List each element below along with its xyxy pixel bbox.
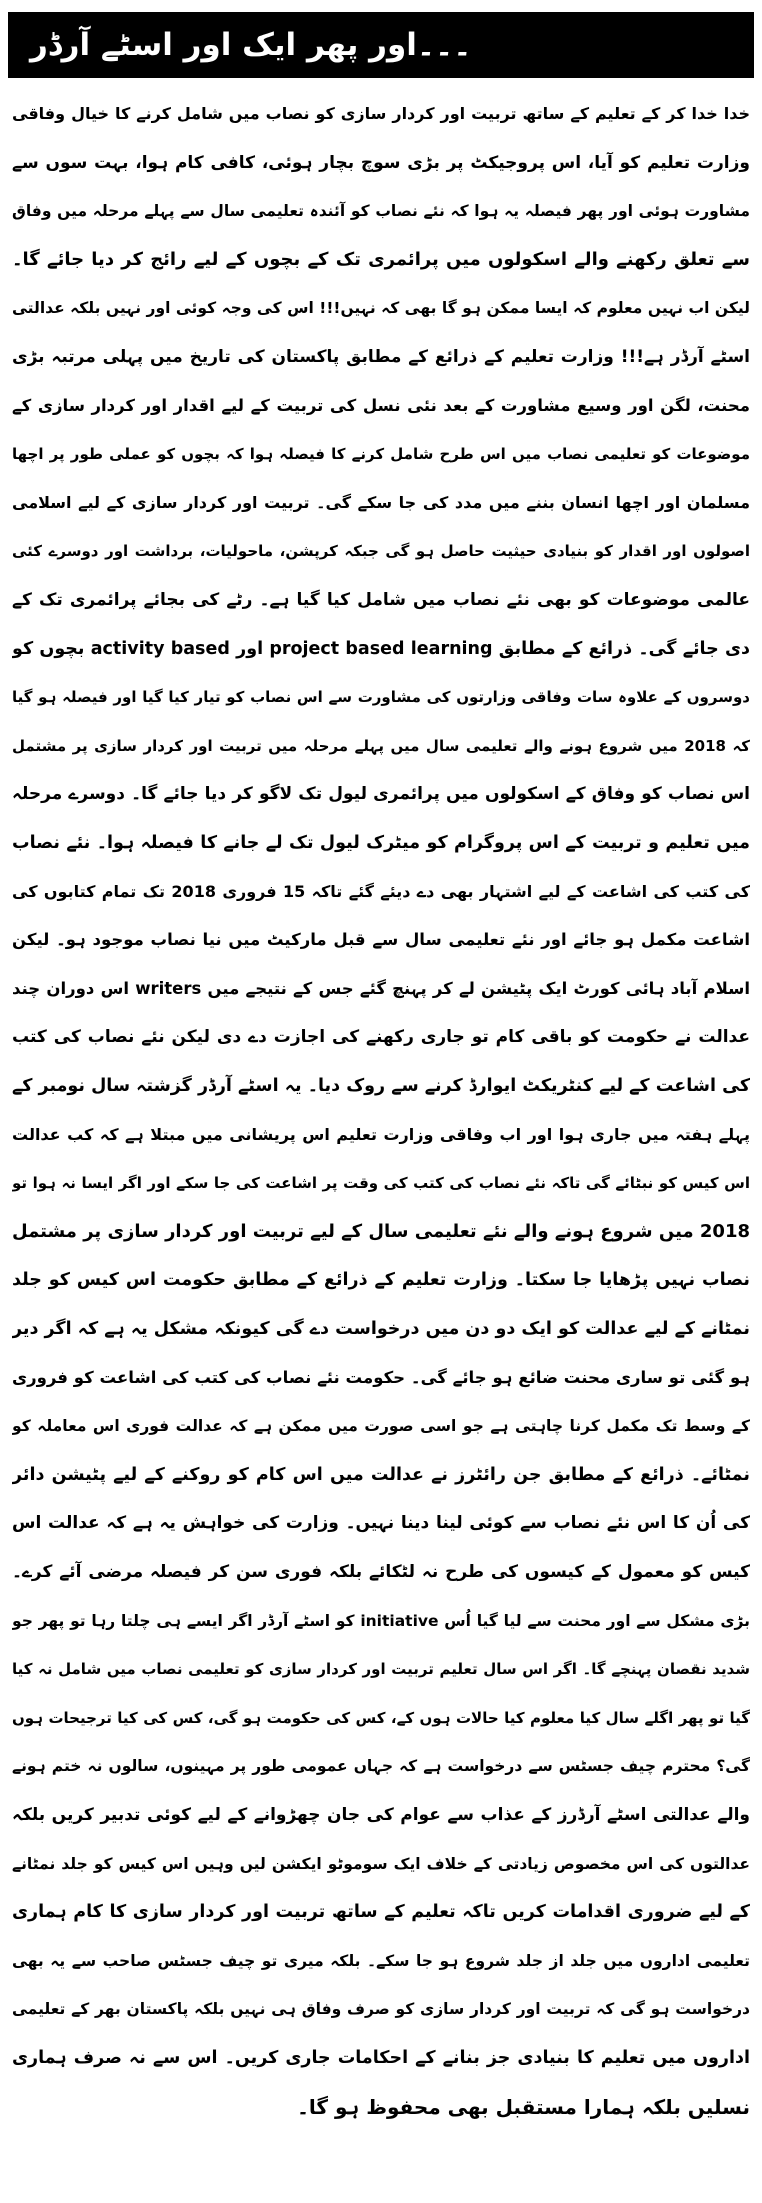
article-line: دوسروں کے علاوہ سات وفاقی وزارتوں کی مشاورت سے اس نصاب کو تیار کیا گیا اور فیصلہ ہو گیا [12,688,750,707]
article-line: گیا تو پھر اگلے سال کیا معلوم کیا حالات ہوں کے، کس کی حکومت ہو گی، کس کی کیا ترجیحات ہوں [12,1708,750,1727]
article-line: والے عدالتی اسٹے آرڈرز کے عذاب سے عوام کی جان چھڑوانے کے لیے کوئی تدبیر کریں بلکہ [12,1805,750,1825]
article-line: نمٹائے۔ ذرائع کے مطابق جن رائٹرز نے عدالت میں اس کام کو روکنے کے لیے پٹیشن دائر [12,1464,750,1485]
article-line: اس نصاب کو وفاق کے اسکولوں میں پرائمری لیول تک لاگو کر دیا جائے گا۔ دوسرے مرحلہ [12,784,750,805]
article-line: محنت، لگن اور وسیع مشاورت کے بعد نئی نسل کی تربیت کے لیے اقدار اور کردار سازی کے [12,395,750,415]
article-line: شدید نقصان پہنچے گا۔ اگر اس سال تعلیم تربیت اور کردار سازی کو تعلیمی نصاب میں شامل نہ کیا [12,1660,750,1679]
article-line: عالمی موضوعات کو بھی نئے نصاب میں شامل کیا گیا ہے۔ رٹے کی بجائے پرائمری تک کے [12,590,750,610]
article-line: کی کتب کی اشاعت کے لیے اشتہار بھی دے دیئے گئے تاکہ 15 فروری 2018 تک تمام کتابوں کی [12,881,750,901]
article-line: سے تعلق رکھنے والے اسکولوں میں پرائمری تک کے بچوں کے لیے رائج کر دیا جائے گا۔ [12,248,750,270]
article-line: کی اشاعت کے لیے کنٹریکٹ ایوارڈ کرنے سے روک دیا۔ یہ اسٹے آرڈر گزشتہ سال نومبر کے [12,1076,750,1096]
article-line: کہ 2018 میں شروع ہونے والے تعلیمی سال میں پہلے مرحلہ میں تربیت اور کردار سازی پر مشتمل [12,736,750,755]
article-line: دی جائے گی۔ ذرائع کے مطابق project based learning اور activity based بچوں کو [12,638,750,659]
article-line: اسٹے آرڈر ہے!!! وزارت تعلیم کے ذرائع کے مطابق پاکستان کی تاریخ میں پہلی مرتبہ بڑی [12,347,750,367]
article-line: مسلمان اور اچھا انسان بننے میں مدد کی جا سکے گی۔ تربیت اور کردار سازی کے لیے اسلامی [12,492,750,512]
article-line: میں تعلیم و تربیت کے اس پروگرام کو میٹرک لیول تک لے جانے کا فیصلہ ہوا۔ نئے نصاب [12,833,750,853]
article-line: 2018 میں شروع ہونے والے نئے تعلیمی سال کے لیے تربیت اور کردار سازی پر مشتمل [12,1220,750,1242]
article-line: کے لیے ضروری اقدامات کریں تاکہ تعلیم کے ساتھ تربیت اور کردار سازی کا کام ہماری [12,1902,750,1923]
article-line: خدا خدا کر کے تعلیم کے ساتھ تربیت اور کردار سازی کو نصاب میں شامل کرنے کا خیال وفاقی [12,104,750,123]
article-line: عدالتوں کی اس مخصوص زیادتی کے خلاف ایک سوموٹو ایکشن لیں وہیں اس کیس کو جلد نمٹانے [12,1854,750,1873]
article-line: نسلیں بلکہ ہمارا مستقبل بھی محفوظ ہو گا۔ [297,2094,750,2119]
article-line: نصاب نہیں پڑھایا جا سکتا۔ وزارت تعلیم کے ذرائع کے مطابق حکومت اس کیس کو جلد [12,1270,750,1291]
article-line: موضوعات کو تعلیمی نصاب میں اس طرح شامل کرنے کا فیصلہ ہوا کہ بچوں کو عملی طور پر اچھا [12,445,750,464]
column-title-bar [8,12,754,78]
article-line: ہو گئی تو ساری محنت ضائع ہو جائے گی۔ حکومت نئے نصاب کی کتب کی اشاعت کو فروری [12,1367,750,1387]
column-title: ۔۔۔اور پھر ایک اور اسٹے آرڈر [30,27,472,63]
article-line: اداروں میں تعلیم کا بنیادی جز بنانے کے احکامات جاری کریں۔ اس سے نہ صرف ہماری [12,2048,750,2068]
article-line: اصولوں اور اقدار کو بنیادی حیثیت حاصل ہو گی جبکہ کرپشن، ماحولیات، برداشت اور دوسرے کئی [12,542,750,561]
article-line: کیس کو معمول کے کیسوں کی طرح نہ لٹکائے بلکہ فوری سن کر فیصلہ مرضی آئے کرے۔ [12,1562,750,1582]
article-line: اس کیس کو نبٹائے گی تاکہ نئے نصاب کی کتب کی وقت پر اشاعت کی جا سکے اور اگر ایسا نہ ہوا تو [12,1174,750,1193]
article-line: مشاورت ہوئی اور پھر فیصلہ یہ ہوا کہ نئے نصاب کو آئندہ تعلیمی سال سے پہلے مرحلہ میں وفاق [12,202,750,221]
article-line: اشاعت مکمل ہو جائے اور نئے تعلیمی سال سے قبل مارکیٹ میں نیا نصاب موجود ہو۔ لیکن [12,930,750,950]
article-line: لیکن اب نہیں معلوم کہ ایسا ممکن ہو گا بھی کہ نہیں!!! اس کی وجہ کوئی اور نہیں بلکہ عدالتی [12,299,750,318]
article-line: کی اُن کا اس نئے نصاب سے کوئی لینا دینا نہیں۔ وزارت کی خواہش یہ ہے کہ عدالت اس [12,1513,750,1534]
article-line: وزارت تعلیم کو آیا، اس پروجیکٹ پر بڑی سوچ بچار ہوئی، کافی کام ہوا، بہت سوں سے [12,152,750,173]
article-line: نمٹانے کے لیے عدالت کو ایک دو دن میں درخواست دے گی کیونکہ مشکل یہ ہے کہ اگر دیر [12,1319,750,1339]
article-body [0,92,762,2192]
article-line: پہلے ہفتہ میں جاری ہوا اور اب وفاقی وزارت تعلیم اس پریشانی میں مبتلا ہے کہ کب عدالت [12,1124,750,1144]
article-line: گی؟ محترم چیف جسٹس سے درخواست ہے کہ جہاں عمومی طور پر مہینوں، سالوں نہ ختم ہونے [12,1757,750,1776]
article-line: عدالت نے حکومت کو باقی کام تو جاری رکھنے کی اجازت دے دی لیکن نئے نصاب کی کتب [12,1027,750,1048]
article-line: اسلام آباد ہائی کورٹ ایک پٹیشن لے کر پہنچ گئے جس کے نتیجے میں writers اس دوران چند [12,978,750,998]
article-line: بڑی مشکل سے اور محنت سے لیا گیا اُس initiative کو اسٹے آرڈر اگر ایسے ہی چلتا رہا تو پھر جو [12,1611,750,1630]
article-line: تعلیمی اداروں میں جلد از جلد شروع ہو جا سکے۔ بلکہ میری تو چیف جسٹس صاحب سے یہ بھی [12,1951,750,1970]
article-line: کے وسط تک مکمل کرنا چاہتی ہے جو اسی صورت میں ممکن ہے کہ عدالت فوری اس معاملہ کو [12,1417,750,1436]
article-line: درخواست ہو گی کہ تربیت اور کردار سازی کو صرف وفاق ہی نہیں بلکہ پاکستان بھر کے تعلیمی [12,2000,750,2019]
